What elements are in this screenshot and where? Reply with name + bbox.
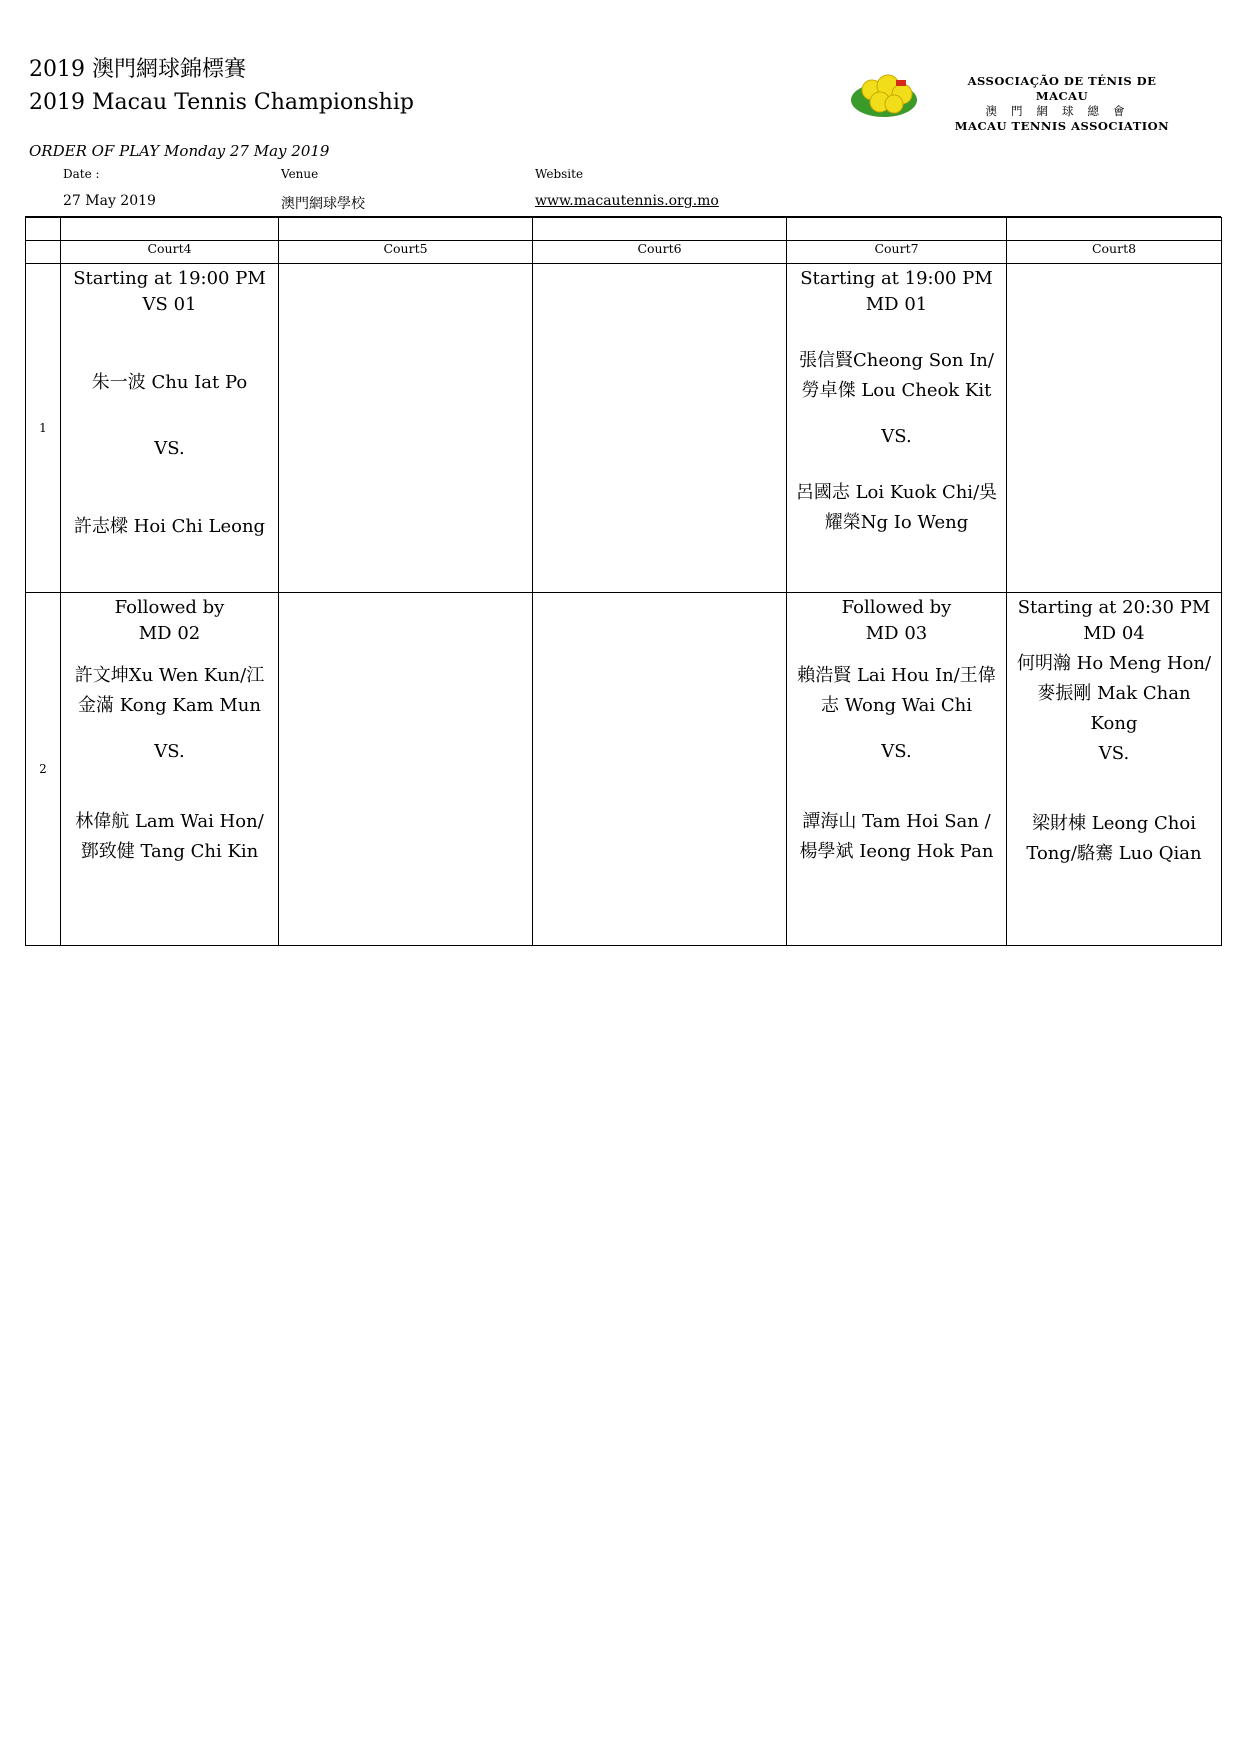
empty-cell [279, 593, 533, 946]
title-chinese: 2019 澳門網球錦標賽 [29, 57, 246, 82]
match-side-1: 何明瀚 Ho Meng Hon/麥振剛 Mak Chan Kong [1016, 653, 1212, 734]
venue-value: 澳門網球學校 [281, 196, 365, 212]
match-vs: VS. [154, 438, 185, 459]
court-header: Court8 [1007, 241, 1222, 264]
match-vs: VS. [881, 741, 912, 762]
match-side-2: 林偉航 Lam Wai Hon/鄧致健 Tang Chi Kin [75, 811, 264, 862]
schedule-table [25, 217, 1222, 946]
association-logo [850, 70, 922, 120]
website-label: Website [535, 167, 584, 181]
empty-cell [1007, 264, 1222, 593]
match-side-1: 賴浩賢 Lai Hou In/王偉志 Wong Wai Chi [797, 665, 996, 716]
association-name [942, 74, 1182, 134]
match-vs: VS. [1098, 743, 1130, 764]
match-side-2: 呂國志 Loi Kuok Chi/吳耀榮Ng Io Weng [795, 482, 998, 533]
match-cell [787, 264, 1007, 593]
court-header: Court5 [279, 241, 533, 264]
venue-label: Venue [281, 167, 319, 181]
match-side-2: 許志樑 Hoi Chi Leong [73, 516, 266, 537]
match-side-1: 許文坤Xu Wen Kun/江金滿 Kong Kam Mun [74, 665, 265, 716]
spacer-row [26, 218, 1222, 241]
match-code: MD 03 [865, 623, 928, 644]
match-cell [1007, 593, 1222, 946]
match-side-1: 張信賢Cheong Son In/勞卓傑 Lou Cheok Kit [799, 350, 994, 401]
match-code: VS 01 [142, 294, 197, 315]
match-cell [61, 264, 279, 593]
website-link[interactable]: www.macautennis.org.mo [535, 193, 719, 209]
match-side-1: 朱一波 Chu Iat Po [91, 372, 248, 393]
empty-cell [533, 264, 787, 593]
row-number: 1 [26, 264, 61, 593]
schedule-row [26, 264, 1222, 593]
court-header-row [26, 241, 1222, 264]
match-start: Starting at 19:00 PM [800, 268, 993, 289]
court-header: Court7 [787, 241, 1007, 264]
match-vs: VS. [154, 741, 185, 762]
match-code: MD 02 [138, 623, 201, 644]
court-header: Court6 [533, 241, 787, 264]
match-vs: VS. [881, 426, 912, 447]
match-start: Followed by [841, 597, 952, 618]
title-english: 2019 Macau Tennis Championship [29, 90, 414, 115]
match-cell [61, 593, 279, 946]
schedule-row [26, 593, 1222, 946]
association-line-en: MACAU TENNIS ASSOCIATION [954, 119, 1170, 133]
row-number: 2 [26, 593, 61, 946]
empty-cell [533, 593, 787, 946]
court-header: Court4 [61, 241, 279, 264]
match-cell [787, 593, 1007, 946]
association-line-cn: 澳門網球總會 [985, 104, 1139, 118]
date-label: Date : [63, 167, 100, 181]
order-of-play: ORDER OF PLAY Monday 27 May 2019 [29, 142, 330, 160]
match-start: Followed by [114, 597, 225, 618]
match-code: MD 04 [1083, 623, 1145, 644]
empty-cell [279, 264, 533, 593]
match-side-2: 譚海山 Tam Hoi San /楊學斌 Ieong Hok Pan [799, 811, 994, 862]
association-line-pt: ASSOCIAÇÃO DE TÉNIS DE MACAU [967, 74, 1157, 103]
match-side-2: 梁財棟 Leong Choi Tong/駱騫 Luo Qian [1026, 813, 1202, 864]
match-start: Starting at 20:30 PM [1017, 597, 1211, 618]
match-start: Starting at 19:00 PM [73, 268, 266, 289]
match-code: MD 01 [865, 294, 928, 315]
date-value: 27 May 2019 [63, 193, 156, 209]
